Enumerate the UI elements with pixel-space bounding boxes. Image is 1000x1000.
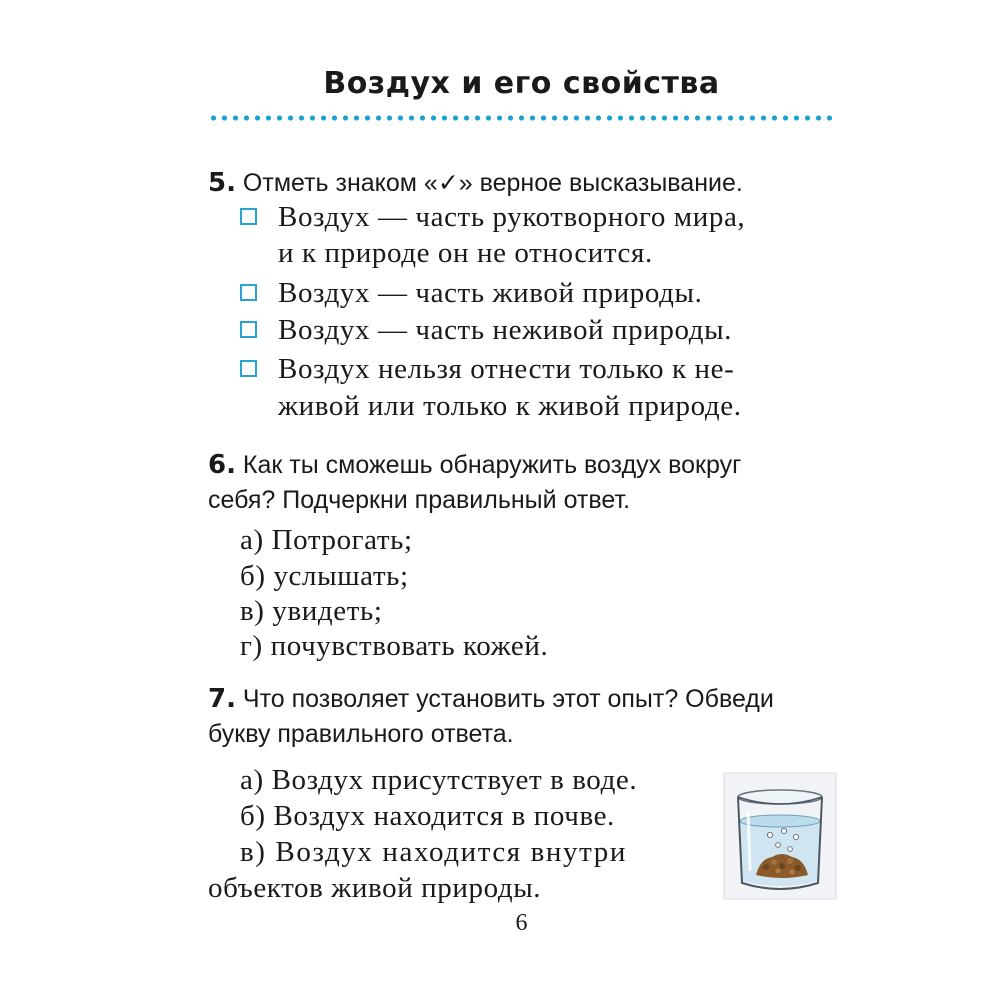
question-7-text-line-2: букву правильного ответа. bbox=[208, 720, 514, 748]
question-7-number: 7. bbox=[208, 684, 236, 714]
question-5-text: Отметь знаком «✓» верное высказывание. bbox=[242, 169, 743, 197]
q5-option-4-line-1: Воздух нельзя отнести только к не- bbox=[278, 353, 735, 385]
page-number: 6 bbox=[515, 910, 528, 936]
q5-option-1-line-1: Воздух — часть рукотворного мира, bbox=[278, 201, 746, 233]
q6-answer-d[interactable]: г) почувствовать кожей. bbox=[240, 630, 549, 662]
question-7-text-line-1: Что позволяет установить этот опыт? Обведи bbox=[242, 685, 774, 713]
q7-answer-b[interactable]: б) Воздух находится в почве. bbox=[240, 800, 615, 832]
q6-answer-b[interactable]: б) услышать; bbox=[240, 560, 409, 592]
page-title: Воздух и его свойства bbox=[323, 66, 720, 101]
q5-option-1-checkbox[interactable] bbox=[240, 208, 257, 225]
q5-option-4-line-2: живой или только к живой природе. bbox=[278, 390, 742, 422]
q7-answer-c-continuation: объектов живой природы. bbox=[208, 872, 542, 904]
q7-answer-c[interactable]: в) Воздух находится внутри bbox=[240, 836, 627, 868]
q7-answer-a[interactable]: а) Воздух присутствует в воде. bbox=[240, 764, 638, 796]
q5-option-2-checkbox[interactable] bbox=[240, 284, 257, 301]
glass-of-water-with-soil-icon bbox=[722, 771, 838, 901]
question-6-text-line-1: Как ты сможешь обнаружить воздух вокруг bbox=[242, 451, 742, 479]
title-dotted-divider bbox=[208, 114, 838, 122]
question-6-number: 6. bbox=[208, 450, 236, 480]
q5-option-3-checkbox[interactable] bbox=[240, 321, 257, 338]
question-5-prompt bbox=[208, 166, 743, 201]
q6-answer-a[interactable]: а) Потрогать; bbox=[240, 524, 413, 556]
q5-option-2-line-1: Воздух — часть живой природы. bbox=[278, 277, 703, 309]
q5-option-3-line-1: Воздух — часть неживой природы. bbox=[278, 314, 733, 346]
question-5-number: 5. bbox=[208, 168, 236, 198]
question-7-prompt bbox=[208, 682, 774, 717]
q5-option-1-line-2: и к природе он не относится. bbox=[278, 237, 653, 269]
question-6-text-line-2: себя? Подчеркни правильный ответ. bbox=[208, 486, 631, 514]
question-6-prompt bbox=[208, 448, 741, 483]
q6-answer-c[interactable]: в) увидеть; bbox=[240, 595, 383, 627]
q5-option-4-checkbox[interactable] bbox=[240, 360, 257, 377]
